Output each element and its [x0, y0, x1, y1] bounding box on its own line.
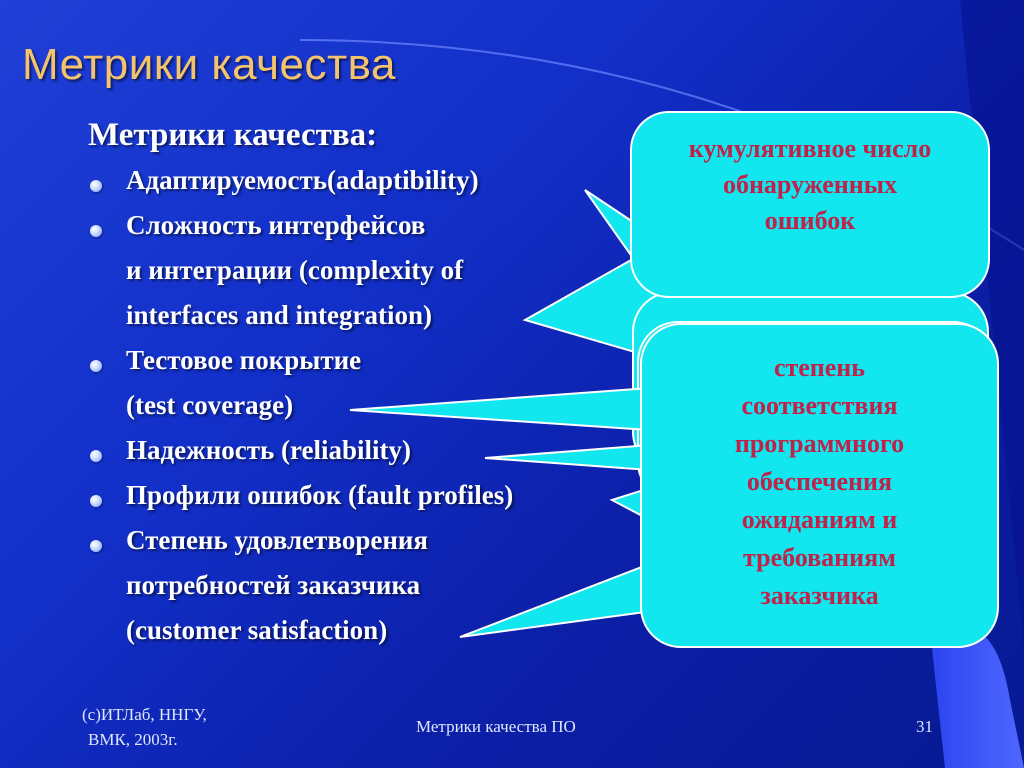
callout-top-line: обнаруженных [722, 170, 898, 199]
bullet-satisfaction-line3: (customer satisfaction) [126, 615, 388, 645]
bullet-icon [90, 540, 102, 552]
callout-bottom-line: ожиданиям и [741, 505, 898, 534]
callout-bottom-line: программного [734, 429, 905, 458]
footer-credit-line1: (c)ИТЛаб, ННГУ, [82, 705, 207, 724]
callout-top-line: кумулятивное число [688, 134, 932, 163]
bullet-icon [90, 450, 102, 462]
bullet-reliability: Надежность (reliability) [126, 435, 412, 465]
bullet-adaptability: Адаптируемость(adaptibility) [126, 165, 479, 195]
callout-top-line: ошибок [764, 206, 856, 235]
callout-bottom-pointer-coverage [350, 388, 650, 430]
footer-center-text: Метрики качества ПО [416, 717, 576, 736]
bullet-coverage-line1: Тестовое покрытие [126, 345, 362, 375]
footer-credit-line2: ВМК, 2003г. [88, 730, 178, 749]
callout-bottom-line: обеспечения [746, 467, 893, 496]
callout-bottom-line: требованиям [743, 543, 896, 572]
bullet-icon [90, 360, 102, 372]
bullet-satisfaction-line1: Степень удовлетворения [126, 525, 429, 555]
bullet-fault-profiles: Профили ошибок (fault profiles) [126, 480, 514, 510]
callout-bottom-line: соответствия [741, 391, 898, 420]
callout-bottom-line: степень [773, 353, 866, 382]
callout-bottom-text [641, 348, 998, 616]
slide-subtitle: Метрики качества: [88, 117, 378, 153]
callout-bottom-pointer-satisfaction [460, 560, 660, 637]
callout-bottom-pointer-reliability [485, 445, 650, 470]
bullet-icon [90, 225, 102, 237]
callout-top-text [631, 129, 989, 241]
page-number: 31 [916, 717, 933, 736]
callout-bottom-line: заказчика [760, 581, 879, 610]
bullet-coverage-line2: (test coverage) [126, 390, 294, 420]
slide-title: Метрики качества [22, 40, 397, 89]
bullet-complexity-line1: Сложность интерфейсов [126, 210, 426, 240]
bullet-satisfaction-line2: потребностей заказчика [126, 570, 421, 600]
bullet-icon [90, 180, 102, 192]
bullet-complexity-line3: interfaces and integration) [126, 300, 432, 330]
bullet-icon [90, 495, 102, 507]
bullet-complexity-line2: и интеграции (complexity of [126, 255, 464, 285]
